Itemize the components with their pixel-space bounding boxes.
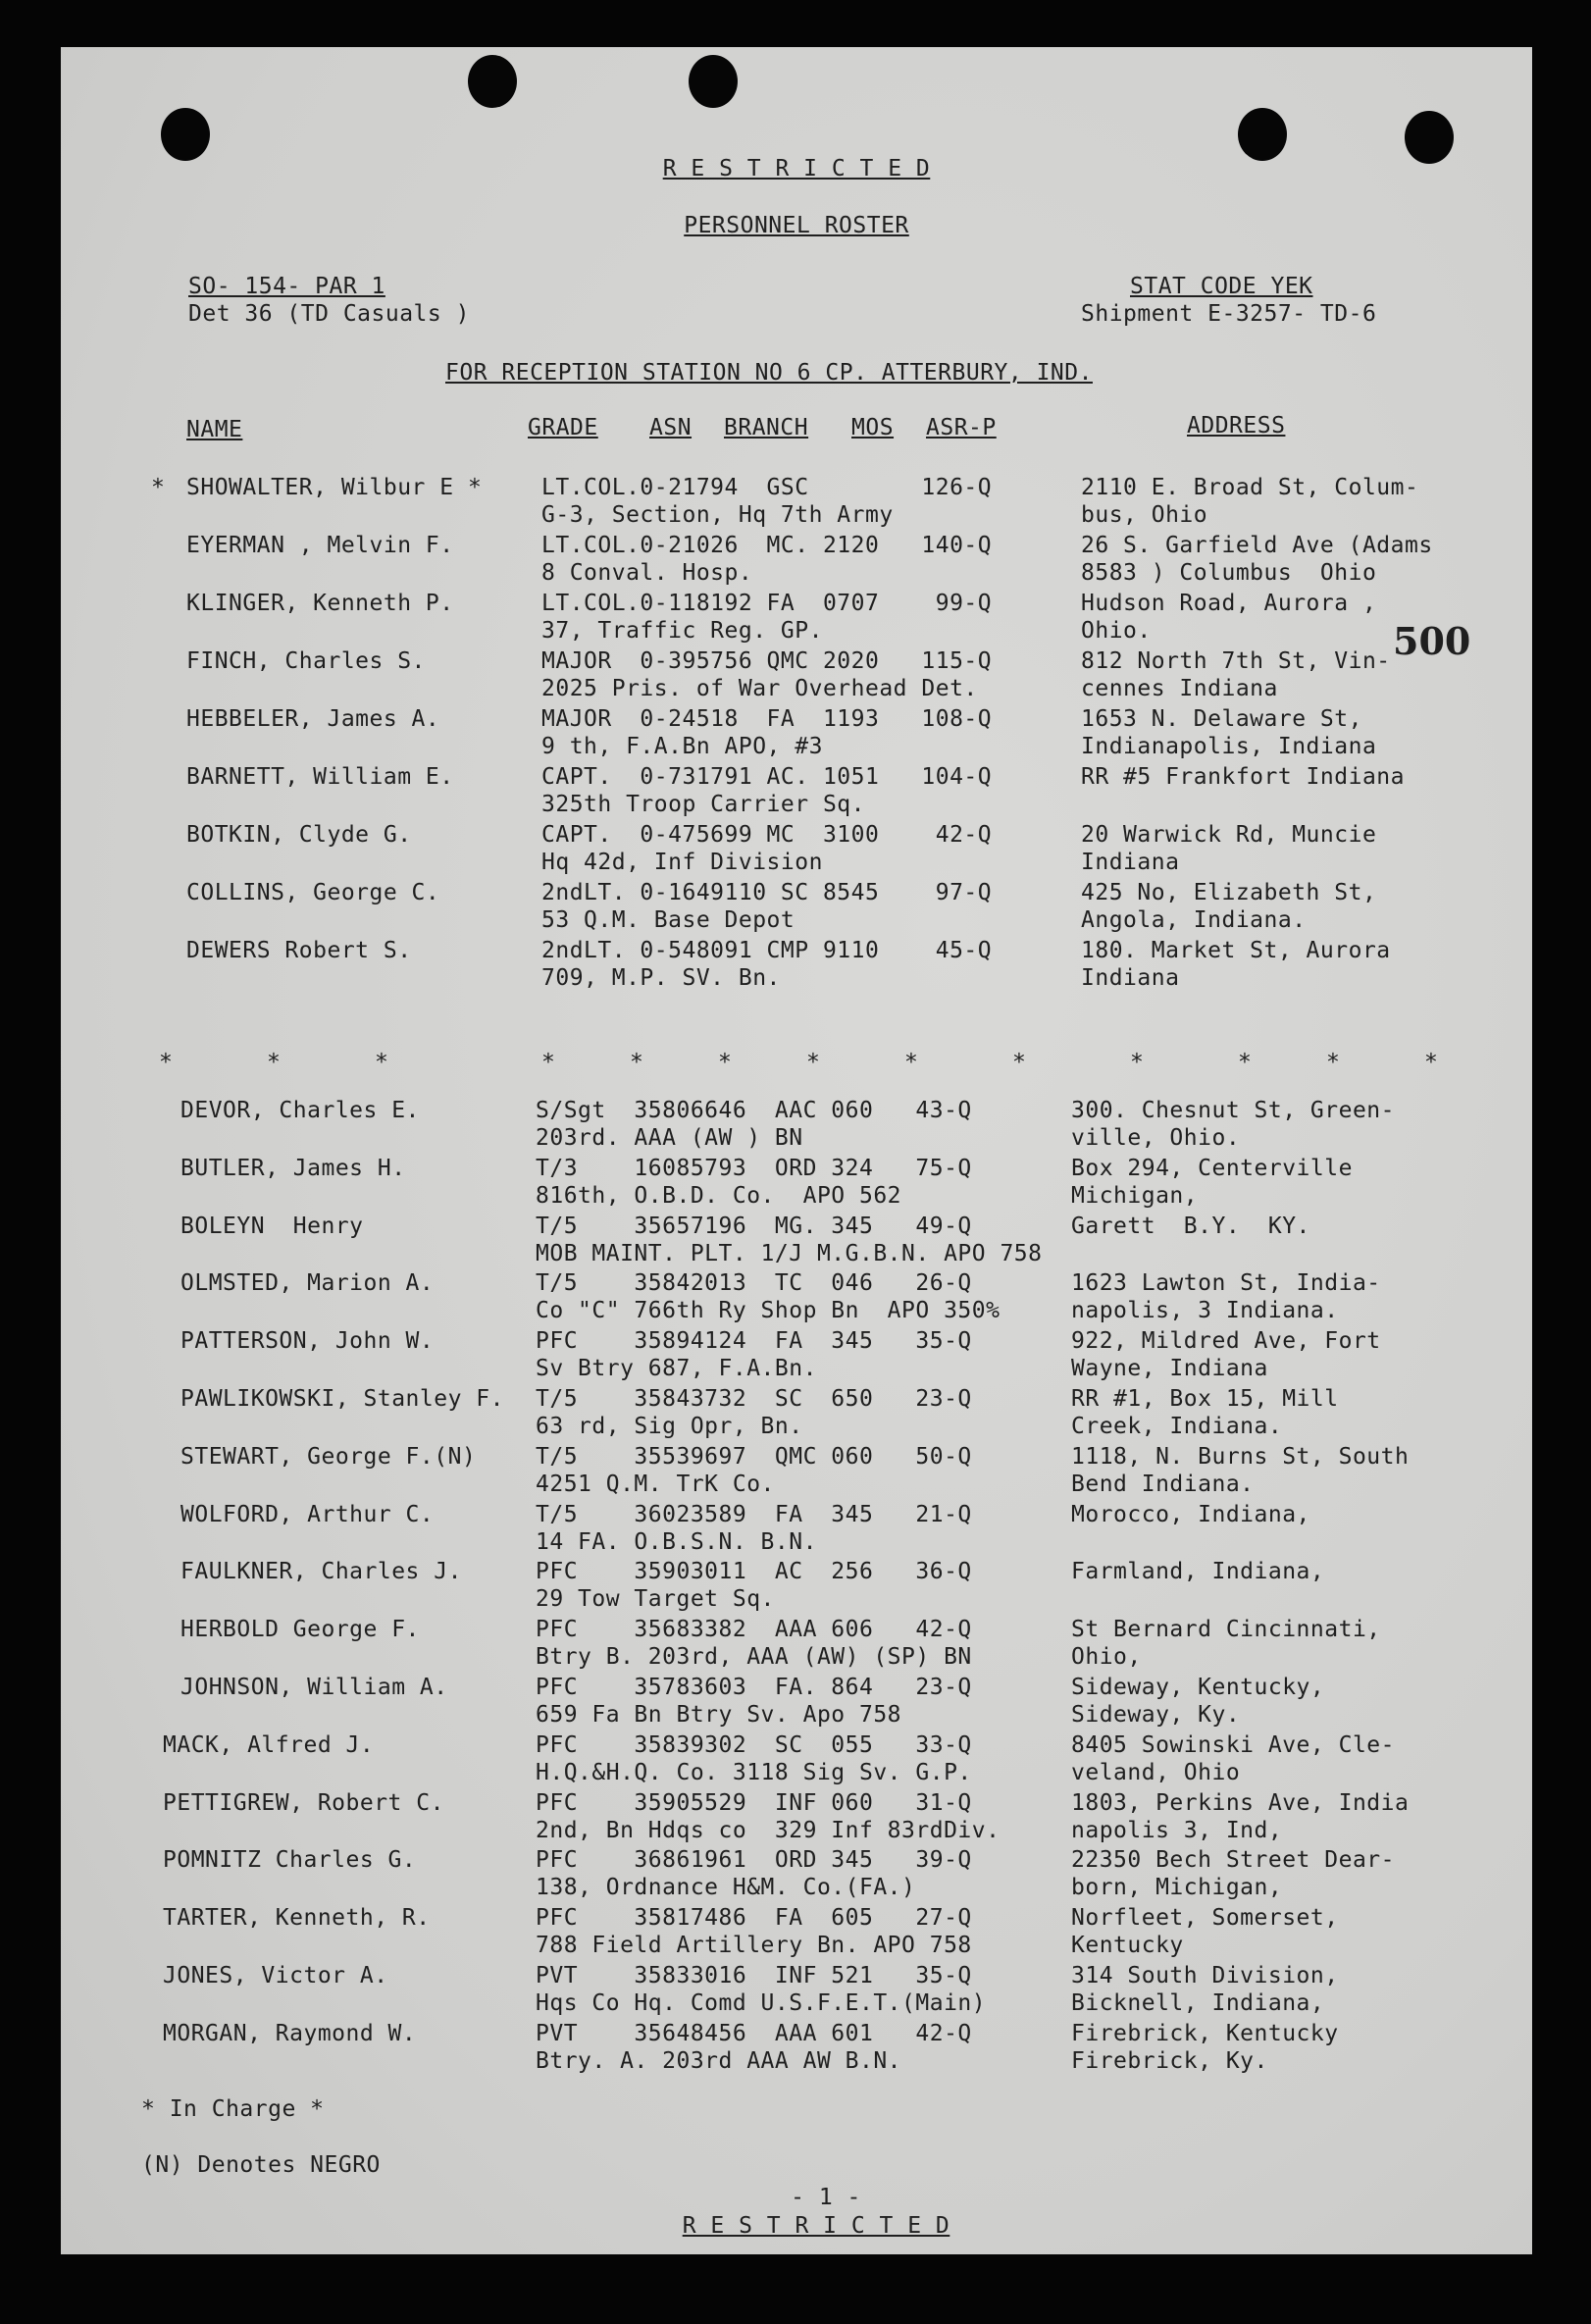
roster-address: 1623 Lawton St, India- <box>1071 1270 1381 1297</box>
roster-unit: Sv Btry 687, F.A.Bn. <box>536 1356 817 1382</box>
roster-address: Morocco, Indiana, <box>1071 1501 1310 1527</box>
roster-unit: 53 Q.M. Base Depot <box>541 907 796 933</box>
roster-address: RR #1, Box 15, Mill <box>1071 1386 1339 1412</box>
roster-unit: 63 rd, Sig Opr, Bn. <box>536 1414 803 1439</box>
separator-star: * <box>806 1050 820 1075</box>
roster-data: CAPT. 0-731791 AC. 1051 104-Q <box>541 764 993 790</box>
roster-address: Box 294, Centerville <box>1071 1155 1353 1181</box>
roster-address: napolis, 3 Indiana. <box>1071 1298 1339 1324</box>
roster-name: JONES, Victor A. <box>163 1963 388 1988</box>
roster-unit: G-3, Section, Hq 7th Army <box>541 502 894 528</box>
roster-name: HEBBELER, James A. <box>186 706 440 732</box>
shipment: Shipment E-3257- TD-6 <box>1081 301 1377 327</box>
punch-hole <box>689 55 738 108</box>
roster-data: S/Sgt 35806646 AAC 060 43-Q <box>536 1098 972 1123</box>
roster-address: 1118, N. Burns St, South <box>1071 1443 1410 1470</box>
roster-data: T/3 16085793 ORD 324 75-Q <box>536 1155 972 1181</box>
roster-address: Sideway, Kentucky, <box>1071 1675 1325 1700</box>
roster-address: RR #5 Frankfort Indiana <box>1081 764 1405 790</box>
punch-hole <box>1238 108 1287 161</box>
col-branch: BRANCH <box>724 415 809 440</box>
roster-unit: 138, Ordnance H&M. Co.(FA.) <box>536 1875 916 1901</box>
roster-name: TARTER, Kenneth, R. <box>163 1905 431 1932</box>
roster-address: Garett B.Y. KY. <box>1071 1213 1310 1239</box>
roster-data: T/5 35843732 SC 650 23-Q <box>536 1386 972 1412</box>
roster-address: veland, Ohio <box>1071 1759 1241 1785</box>
in-charge-note: * In Charge * <box>141 2096 325 2122</box>
punch-hole <box>468 55 517 108</box>
roster-address: Michigan, <box>1071 1182 1199 1209</box>
roster-name: PATTERSON, John W. <box>180 1328 435 1355</box>
roster-address: Bend Indiana. <box>1071 1471 1255 1497</box>
punch-hole <box>161 108 210 161</box>
separator-star: * <box>718 1050 732 1075</box>
roster-data: PFC 35905529 INF 060 31-Q <box>536 1789 972 1816</box>
roster-unit: Btry. A. 203rd AAA AW B.N. <box>536 2047 902 2074</box>
roster-name: HERBOLD George F. <box>180 1617 420 1643</box>
roster-address: 812 North 7th St, Vin- <box>1081 648 1391 674</box>
detachment: Det 36 (TD Casuals ) <box>188 301 470 327</box>
roster-name: BARNETT, William E. <box>186 764 454 790</box>
page-number: - 1 - <box>791 2185 861 2210</box>
roster-address: St Bernard Cincinnati, <box>1071 1617 1381 1643</box>
roster-address: Indiana <box>1081 850 1180 875</box>
separator-star: * <box>1424 1050 1438 1075</box>
roster-address: Farmland, Indiana, <box>1071 1559 1325 1585</box>
roster-data: PFC 35783603 FA. 864 23-Q <box>536 1675 972 1700</box>
roster-address: 922, Mildred Ave, Fort <box>1071 1328 1381 1355</box>
roster-unit: 37, Traffic Reg. GP. <box>541 618 823 644</box>
roster-unit: 325th Troop Carrier Sq. <box>541 792 865 817</box>
roster-address: Indiana <box>1081 965 1180 991</box>
roster-name: JOHNSON, William A. <box>180 1675 448 1700</box>
col-asn: ASN <box>649 415 693 440</box>
roster-name: KLINGER, Kenneth P. <box>186 591 454 616</box>
roster-name: OLMSTED, Marion A. <box>180 1270 435 1297</box>
roster-address: Ohio. <box>1081 618 1152 644</box>
roster-unit: 9 th, F.A.Bn APO, #3 <box>541 734 823 759</box>
separator-star: * <box>904 1050 918 1075</box>
roster-name: MACK, Alfred J. <box>163 1731 375 1758</box>
separator-star: * <box>1238 1050 1252 1075</box>
stat-code: STAT CODE YEK <box>1130 274 1313 299</box>
roster-name: MORGAN, Raymond W. <box>163 2020 417 2046</box>
roster-name: WOLFORD, Arthur C. <box>180 1501 435 1527</box>
roster-address: Creek, Indiana. <box>1071 1414 1283 1439</box>
roster-address: Norfleet, Somerset, <box>1071 1905 1339 1932</box>
separator-star: * <box>1130 1050 1144 1075</box>
roster-data: MAJOR 0-24518 FA 1193 108-Q <box>541 706 993 732</box>
roster-data: T/5 35539697 QMC 060 50-Q <box>536 1443 972 1470</box>
roster-unit: MOB MAINT. PLT. 1/J M.G.B.N. APO 758 <box>536 1240 1043 1266</box>
roster-address: 1803, Perkins Ave, India <box>1071 1789 1410 1816</box>
col-name: NAME <box>186 417 243 442</box>
roster-unit: 659 Fa Bn Btry Sv. Apo 758 <box>536 1702 902 1728</box>
roster-data: PFC 35894124 FA 345 35-Q <box>536 1328 972 1355</box>
roster-unit: 8 Conval. Hosp. <box>541 560 753 586</box>
page-stamp: 500 <box>1393 619 1471 663</box>
roster-name: EYERMAN , Melvin F. <box>186 533 454 558</box>
roster-address: 8583 ) Columbus Ohio <box>1081 560 1377 586</box>
roster-unit: 203rd. AAA (AW ) BN <box>536 1125 803 1151</box>
roster-unit: 709, M.P. SV. Bn. <box>541 965 781 991</box>
roster-address: Wayne, Indiana <box>1071 1356 1268 1382</box>
roster-data: 2ndLT. 0-1649110 SC 8545 97-Q <box>541 880 993 905</box>
special-order: SO- 154- PAR 1 <box>188 274 385 299</box>
roster-title: PERSONNEL ROSTER <box>684 213 909 238</box>
destination: FOR RECEPTION STATION NO 6 CP. ATTERBURY, IND. <box>445 360 1093 386</box>
roster-address: 26 S. Garfield Ave (Adams <box>1081 533 1433 558</box>
roster-address: cennes Indiana <box>1081 676 1278 701</box>
roster-data: T/5 35657196 MG. 345 49-Q <box>536 1213 972 1239</box>
col-asr: ASR-P <box>926 415 997 440</box>
roster-name: COLLINS, George C. <box>186 880 440 905</box>
roster-address: 180. Market St, Aurora <box>1081 938 1391 963</box>
col-address: ADDRESS <box>1187 413 1286 439</box>
roster-unit: Hqs Co Hq. Comd U.S.F.E.T.(Main) <box>536 1990 987 2016</box>
separator-star: * <box>267 1050 281 1075</box>
roster-data: PFC 36861961 ORD 345 39-Q <box>536 1847 972 1874</box>
roster-address: Bicknell, Indiana, <box>1071 1990 1325 2016</box>
roster-data: PFC 35903011 AC 256 36-Q <box>536 1559 972 1585</box>
roster-address: 2110 E. Broad St, Colum- <box>1081 475 1419 500</box>
roster-name: BOLEYN Henry <box>180 1213 364 1239</box>
separator-star: * <box>375 1050 388 1075</box>
roster-unit: 816th, O.B.D. Co. APO 562 <box>536 1182 902 1209</box>
roster-address: 300. Chesnut St, Green- <box>1071 1098 1395 1123</box>
roster-data: CAPT. 0-475699 MC 3100 42-Q <box>541 822 993 848</box>
roster-unit: H.Q.&H.Q. Co. 3118 Sig Sv. G.P. <box>536 1759 972 1785</box>
in-charge-marker: * <box>151 475 166 500</box>
roster-address: Hudson Road, Aurora , <box>1081 591 1377 616</box>
col-mos: MOS <box>851 415 895 440</box>
roster-data: PFC 35683382 AAA 606 42-Q <box>536 1617 972 1643</box>
roster-address: bus, Ohio <box>1081 502 1208 528</box>
roster-name: FINCH, Charles S. <box>186 648 426 674</box>
roster-name: DEVOR, Charles E. <box>180 1098 420 1123</box>
roster-address: 22350 Bech Street Dear- <box>1071 1847 1395 1874</box>
roster-data: PFC 35839302 SC 055 33-Q <box>536 1731 972 1758</box>
separator-star: * <box>159 1050 173 1075</box>
separator-star: * <box>1012 1050 1026 1075</box>
roster-unit: Co "C" 766th Ry Shop Bn APO 350% <box>536 1298 1001 1324</box>
roster-address: Sideway, Ky. <box>1071 1702 1241 1728</box>
roster-unit: 14 FA. O.B.S.N. B.N. <box>536 1528 817 1555</box>
legend-note: (N) Denotes NEGRO <box>141 2152 381 2178</box>
roster-address: Angola, Indiana. <box>1081 907 1307 933</box>
roster-unit: 2nd, Bn Hdqs co 329 Inf 83rdDiv. <box>536 1817 1001 1843</box>
roster-unit: 788 Field Artillery Bn. APO 758 <box>536 1933 972 1959</box>
roster-address: Kentucky <box>1071 1933 1184 1959</box>
roster-address: 20 Warwick Rd, Muncie <box>1081 822 1377 848</box>
roster-address: ville, Ohio. <box>1071 1125 1241 1151</box>
roster-name: POMNITZ Charles G. <box>163 1847 417 1874</box>
roster-address: 425 No, Elizabeth St, <box>1081 880 1377 905</box>
roster-data: T/5 36023589 FA 345 21-Q <box>536 1501 972 1527</box>
roster-address: Firebrick, Kentucky <box>1071 2020 1339 2046</box>
roster-name: PETTIGREW, Robert C. <box>163 1789 444 1816</box>
classification-top: R E S T R I C T E D <box>662 156 931 181</box>
roster-address: Indianapolis, Indiana <box>1081 734 1377 759</box>
roster-name: SHOWALTER, Wilbur E * <box>186 475 483 500</box>
roster-data: MAJOR 0-395756 QMC 2020 115-Q <box>541 648 993 674</box>
roster-address: born, Michigan, <box>1071 1875 1283 1901</box>
roster-name: PAWLIKOWSKI, Stanley F. <box>180 1386 504 1412</box>
roster-unit: Hq 42d, Inf Division <box>541 850 823 875</box>
roster-data: PFC 35817486 FA 605 27-Q <box>536 1905 972 1932</box>
roster-unit: 2025 Pris. of War Overhead Det. <box>541 676 978 701</box>
roster-address: 314 South Division, <box>1071 1963 1339 1988</box>
punch-hole <box>1405 111 1454 164</box>
roster-name: BUTLER, James H. <box>180 1155 406 1181</box>
separator-star: * <box>630 1050 643 1075</box>
roster-data: 2ndLT. 0-548091 CMP 9110 45-Q <box>541 938 993 963</box>
roster-name: DEWERS Robert S. <box>186 938 412 963</box>
roster-unit: 29 Tow Target Sq. <box>536 1586 775 1613</box>
roster-address: 8405 Sowinski Ave, Cle- <box>1071 1731 1395 1758</box>
roster-address: Ohio, <box>1071 1644 1142 1671</box>
roster-data: LT.COL.0-118192 FA 0707 99-Q <box>541 591 993 616</box>
roster-address: 1653 N. Delaware St, <box>1081 706 1362 732</box>
roster-name: BOTKIN, Clyde G. <box>186 822 412 848</box>
roster-unit: 4251 Q.M. TrK Co. <box>536 1471 775 1497</box>
roster-data: PVT 35648456 AAA 601 42-Q <box>536 2020 972 2046</box>
roster-data: PVT 35833016 INF 521 35-Q <box>536 1963 972 1988</box>
roster-page <box>61 47 1532 2254</box>
roster-name: FAULKNER, Charles J. <box>180 1559 462 1585</box>
roster-data: LT.COL.0-21794 GSC 126-Q <box>541 475 993 500</box>
separator-star: * <box>541 1050 555 1075</box>
col-grade: GRADE <box>528 415 598 440</box>
roster-unit: Btry B. 203rd, AAA (AW) (SP) BN <box>536 1644 972 1671</box>
separator-star: * <box>1326 1050 1340 1075</box>
roster-data: T/5 35842013 TC 046 26-Q <box>536 1270 972 1297</box>
roster-data: LT.COL.0-21026 MC. 2120 140-Q <box>541 533 993 558</box>
roster-name: STEWART, George F.(N) <box>180 1443 477 1470</box>
classification-bottom: R E S T R I C T E D <box>682 2213 950 2239</box>
roster-address: napolis 3, Ind, <box>1071 1817 1283 1843</box>
roster-address: Firebrick, Ky. <box>1071 2047 1268 2074</box>
